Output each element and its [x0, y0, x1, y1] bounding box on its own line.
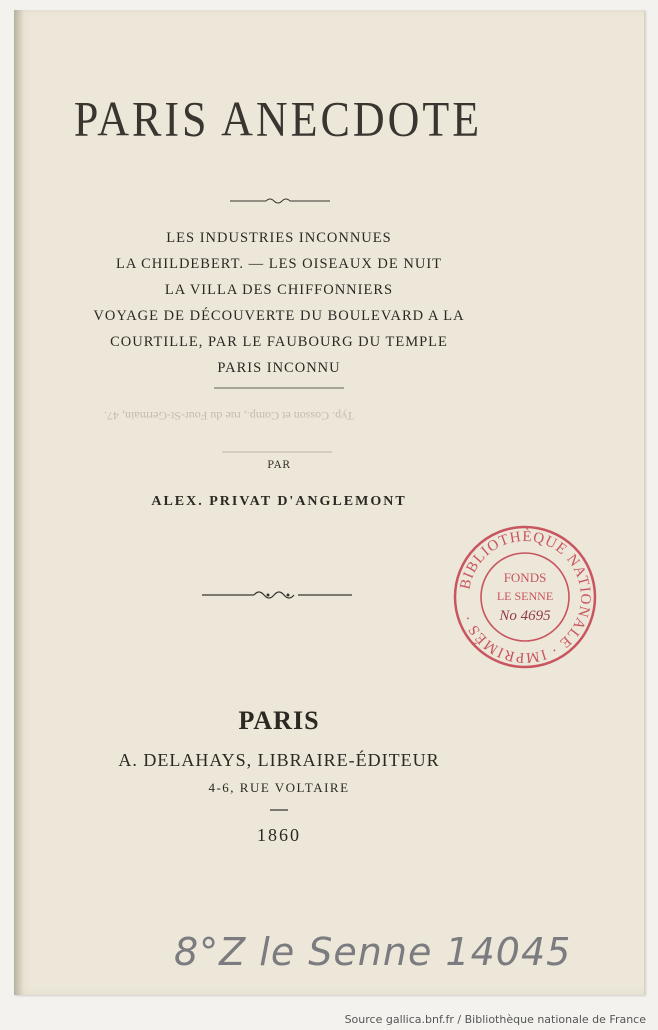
- ornament-divider-top: [230, 196, 330, 206]
- source-credit: Source gallica.bnf.fr / Bibliothèque nationale de France: [344, 1013, 646, 1026]
- publication-year: 1860: [257, 825, 301, 845]
- subtitle-line-5: COURTILLE, PAR LE FAUBOURG DU TEMPLE: [110, 334, 448, 350]
- shelfmark-handwritten: 8°Z le Senne 14045: [174, 930, 572, 974]
- stamp-inner-line1: FONDS: [503, 570, 547, 585]
- bleed-through-text: Typ. Cosson et Comp., rue du Four-St-Germain, 47.: [104, 409, 354, 423]
- library-stamp: [450, 522, 600, 672]
- subtitle-line-2: LA CHILDEBERT. — LES OISEAUX DE NUIT: [115, 256, 443, 272]
- rule-divider-thin: [222, 450, 332, 454]
- subtitle-line-4: VOYAGE DE DÉCOUVERTE DU BOULEVARD A LA: [93, 308, 465, 324]
- subtitle-line-3: LA VILLA DES CHIFFONNIERS: [164, 282, 394, 298]
- publication-city: PARIS: [238, 706, 320, 735]
- ornament-flourish: [202, 588, 352, 602]
- subtitle-line-1: LES INDUSTRIES INCONNUES: [166, 230, 392, 246]
- book-page: [14, 10, 645, 995]
- publisher-name: A. DELAHAYS, LIBRAIRE-ÉDITEUR: [118, 750, 440, 770]
- rule-divider: [214, 386, 344, 390]
- stamp-inner-line2: LE SENNE: [496, 589, 554, 603]
- dash-divider: [270, 808, 288, 812]
- book-title: PARIS ANECDOTE: [73, 92, 483, 147]
- stamp-ring-text: BIBLIOTHÈQUE NATIONALE · IMPRIMÉS ·: [457, 528, 594, 666]
- author-name: ALEX. PRIVAT D'ANGLEMONT: [151, 494, 407, 509]
- subtitle-line-6: PARIS INCONNU: [217, 360, 341, 376]
- by-label: PAR: [267, 460, 291, 471]
- stamp-inner-line3: No 4695: [499, 608, 551, 624]
- publisher-address: 4-6, RUE VOLTAIRE: [208, 780, 350, 795]
